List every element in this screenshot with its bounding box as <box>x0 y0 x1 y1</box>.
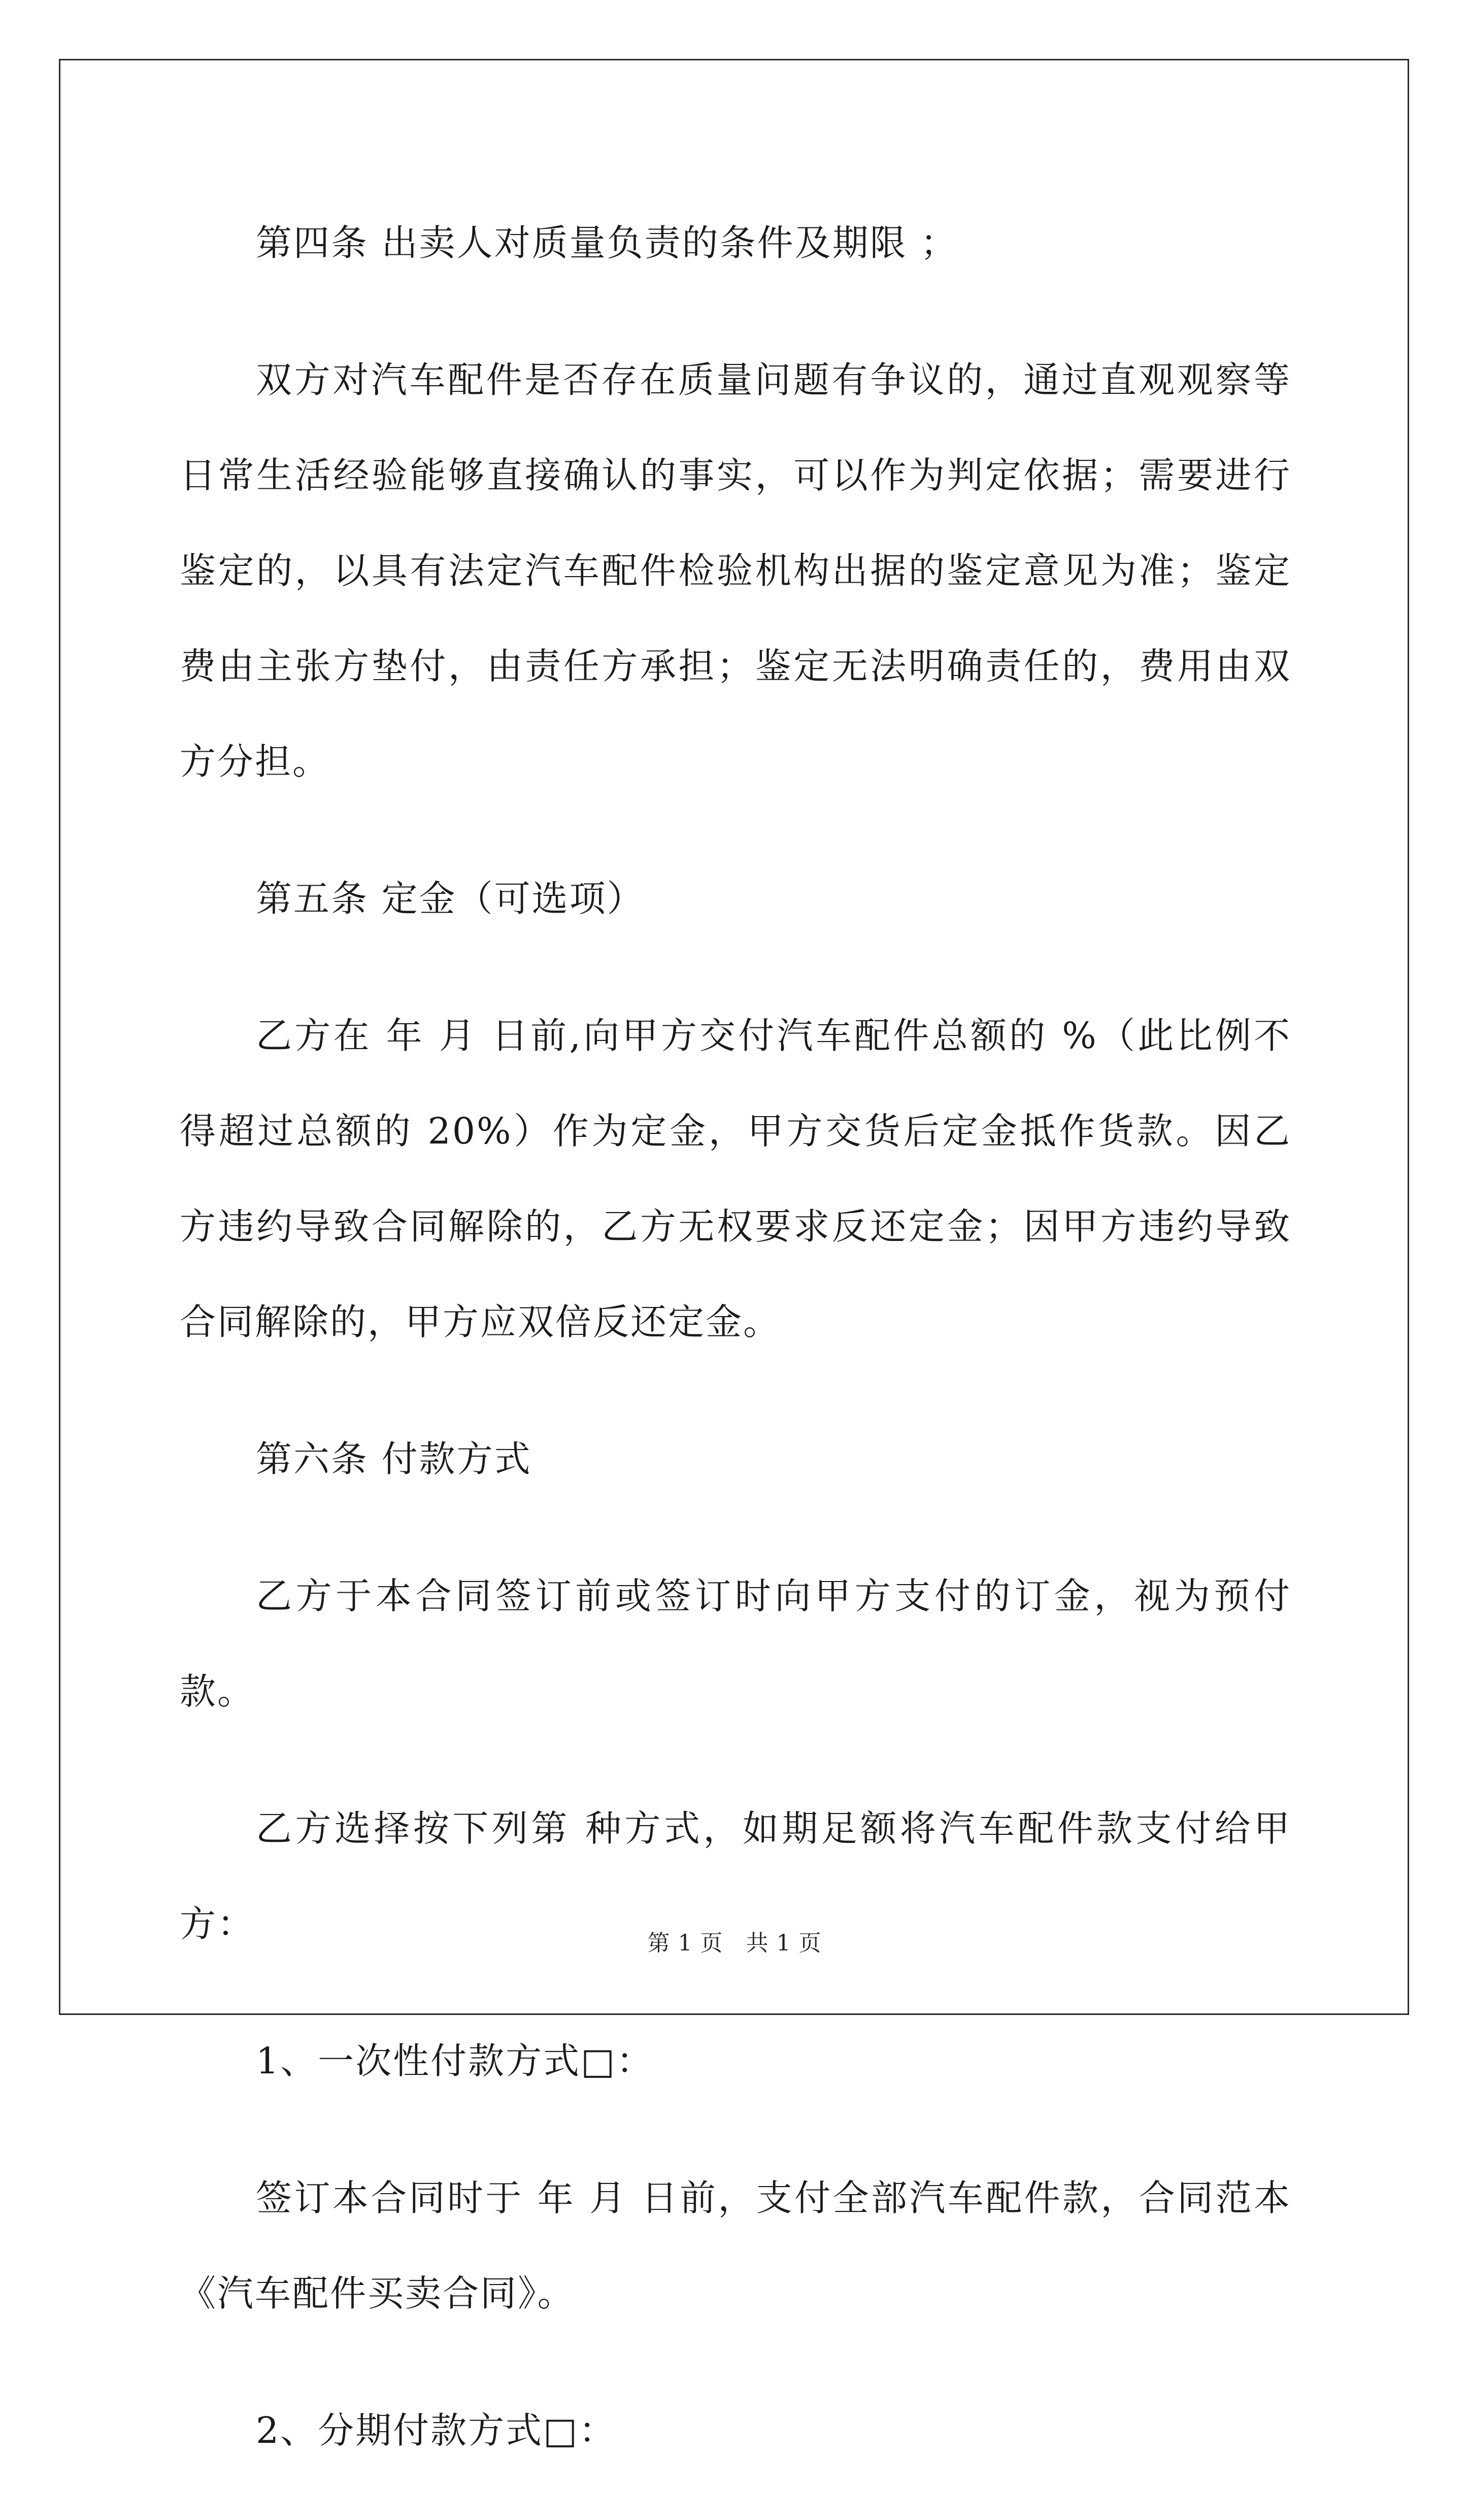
article-5-heading: 第五条 定金（可选项） <box>256 878 645 920</box>
article-4-heading: 第四条 出卖人对质量负责的条件及期限 ； <box>256 222 958 264</box>
payment-option-1-body: 签订本合同时于 年 月 日前，支付全部汽车配件款，合同范本《汽车配件买卖合同》。 <box>180 2177 1291 2314</box>
article-6-method-choice: 乙方选择按下列第 种方式，如期足额将汽车配件款支付给甲方： <box>180 1807 1291 1945</box>
page-number-footer: 第 1 页 共 1 页 <box>647 1930 822 1956</box>
payment-option-2-heading: 2、分期付款方式□： <box>256 2409 617 2451</box>
article-5-body: 乙方在 年 月 日前,向甲方交付汽车配件总额的 %（此比例不得超过总额的 20%）作为定金，甲方交货后定金抵作货款。因乙方违约导致合同解除的，乙方无权要求反还定金；因甲方违约导致合同解除的，甲方应双倍反还定金。 <box>180 1015 1291 1343</box>
document-body <box>180 195 1291 2520</box>
article-6-prepayment: 乙方于本合同签订前或签订时向甲方支付的订金，视为预付款。 <box>180 1575 1291 1712</box>
article-6-heading: 第六条 付款方式 <box>256 1438 532 1480</box>
article-4-body: 双方对汽车配件是否存在质量问题有争议的，通过直观观察等日常生活经验能够直接确认的事实，可以作为判定依据；需要进行鉴定的，以具有法定汽车配件检验机构出据的鉴定意见为准；鉴定费由主张方垫付，由责任方承担；鉴定无法明确责任的，费用由双方分担。 <box>180 359 1291 783</box>
payment-option-1-heading: 1、一次性付款方式□： <box>256 2040 654 2082</box>
